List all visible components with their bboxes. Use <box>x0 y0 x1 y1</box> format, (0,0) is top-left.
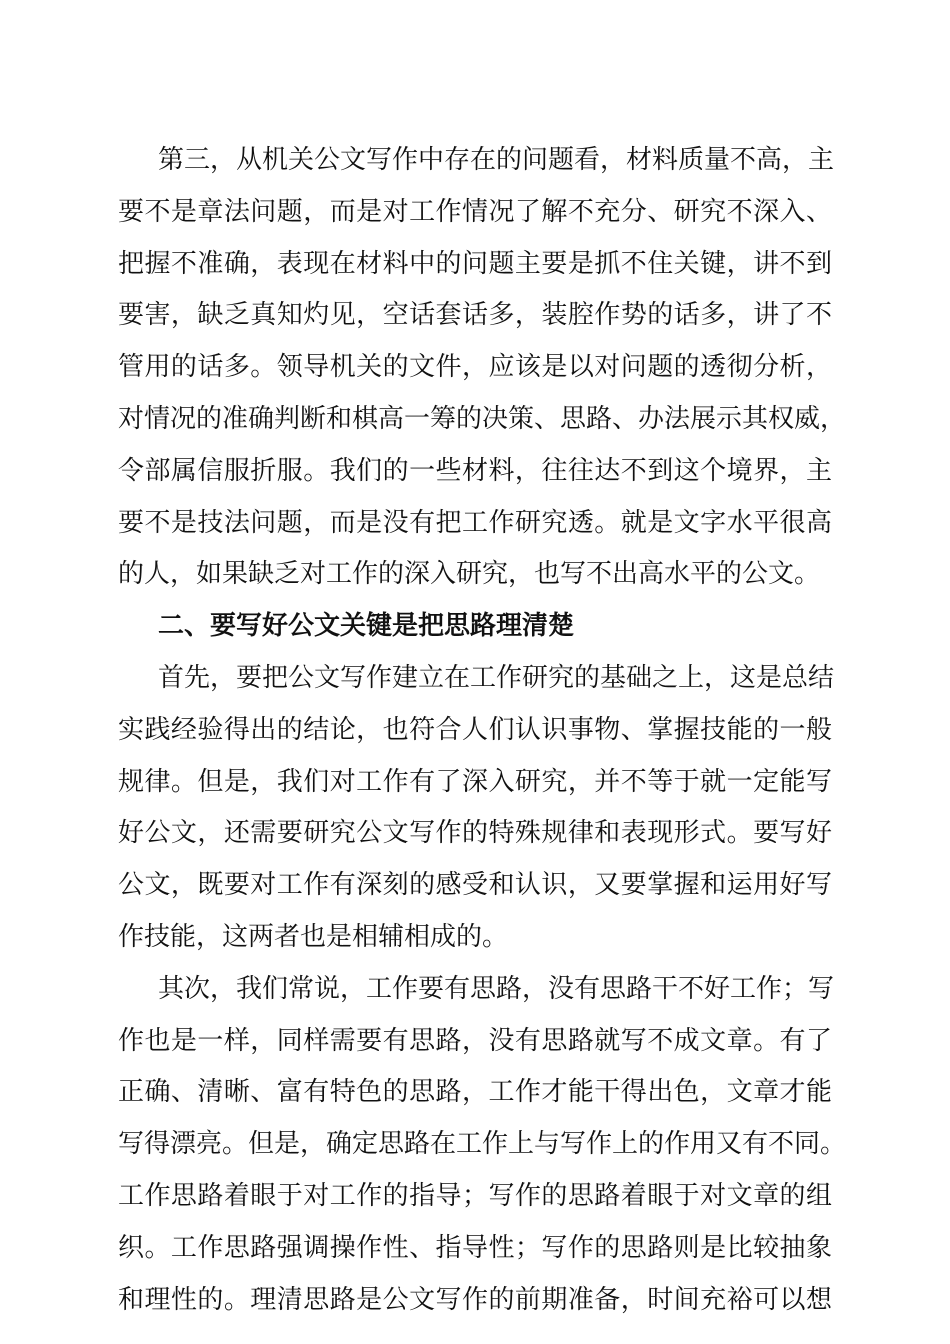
text-line: 把握不准确，表现在材料中的问题主要是抓不住关键，讲不到 <box>118 248 832 279</box>
text-line: 要不是技法问题，而是没有把工作研究透。就是文字水平很高 <box>118 507 832 538</box>
text-line: 公文，既要对工作有深刻的感受和认识，又要掌握和运用好写 <box>118 870 832 901</box>
text-line: 织。工作思路强调操作性、指导性；写作的思路则是比较抽象 <box>118 1232 832 1263</box>
document-body <box>118 140 847 1331</box>
text-line: 正确、清晰、富有特色的思路，工作才能干得出色，文章才能 <box>118 1077 832 1108</box>
text-line: 工作思路着眼于对工作的指导；写作的思路着眼于对文章的组 <box>118 1180 832 1211</box>
text-line: 好公文，还需要研究公文写作的特殊规律和表现形式。要写好 <box>118 818 832 849</box>
text-line: 对情况的准确判断和棋高一筹的决策、思路、办法展示其权威， <box>118 403 847 434</box>
paragraph-2 <box>118 658 835 969</box>
text-line: 要不是章法问题，而是对工作情况了解不充分、研究不深入、 <box>118 196 832 227</box>
paragraph-3 <box>118 969 847 1332</box>
section-heading <box>118 606 832 658</box>
text-line: 作也是一样，同样需要有思路，没有思路就写不成文章。有了 <box>118 1025 832 1056</box>
paragraph-1 <box>118 140 847 606</box>
text-line: 作技能，这两者也是相辅相成的。 <box>118 921 509 952</box>
text-line: 管用的话多。领导机关的文件，应该是以对问题的透彻分析， <box>118 352 832 383</box>
text-line: 和理性的。理清思路是公文写作的前期准备，时间充裕可以想 <box>118 1284 832 1315</box>
text-line: 要害，缺乏真知灼见，空话套话多，装腔作势的话多，讲了不 <box>118 300 832 331</box>
text-line: 第三，从机关公文写作中存在的问题看，材料质量不高，主 <box>158 145 835 175</box>
text-line: 其次，我们常说，工作要有思路，没有思路干不好工作；写 <box>158 973 835 1004</box>
text-line: 写得漂亮。但是，确定思路在工作上与写作上的作用又有不同。 <box>118 1129 847 1160</box>
text-line: 首先，要把公文写作建立在工作研究的基础之上，这是总结 <box>158 662 835 693</box>
text-line: 令部属信服折服。我们的一些材料，往往达不到这个境界，主 <box>118 455 832 486</box>
text-line: 实践经验得出的结论，也符合人们认识事物、掌握技能的一般 <box>118 714 832 745</box>
text-line: 的人，如果缺乏对工作的深入研究，也写不出高水平的公文。 <box>118 559 821 590</box>
text-line: 规律。但是，我们对工作有了深入研究，并不等于就一定能写 <box>118 766 832 797</box>
heading-line: 二、要写好公文关键是把思路理清楚 <box>158 611 575 642</box>
